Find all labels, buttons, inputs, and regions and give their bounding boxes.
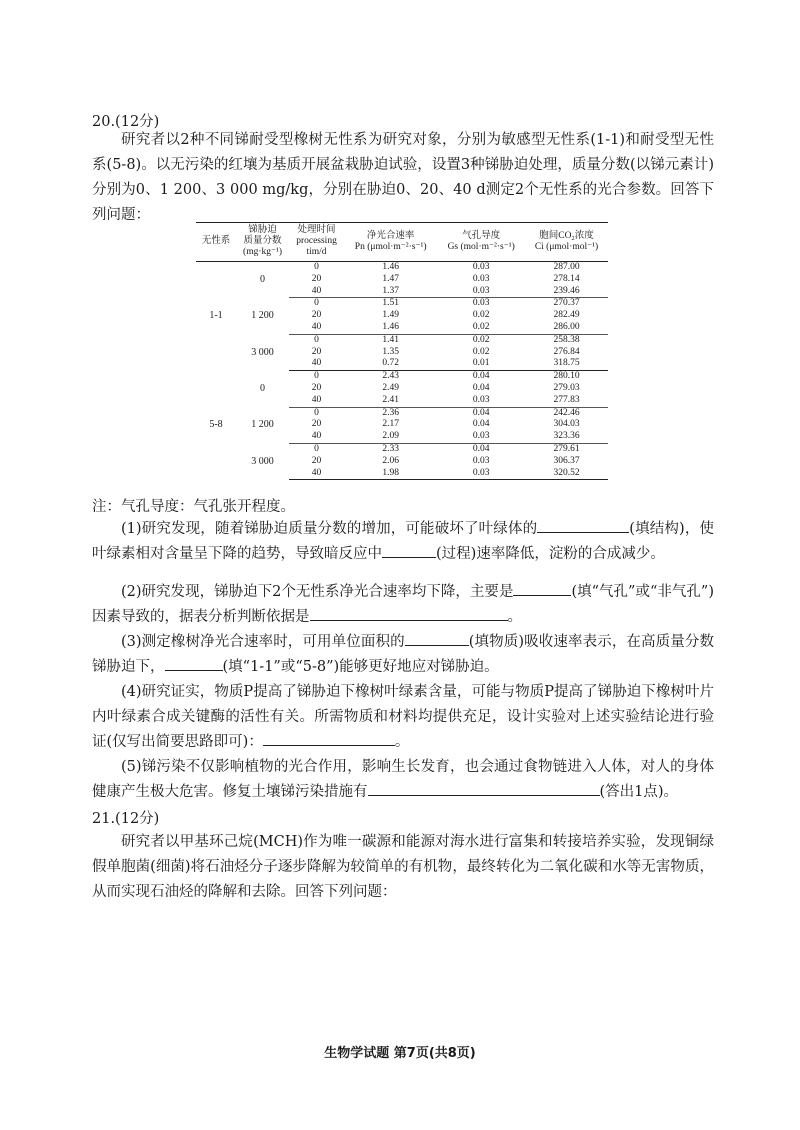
cell-time: 0 [314, 262, 319, 272]
cell-ci: 278.14 [553, 273, 580, 284]
cell-concentration: 0 [260, 274, 266, 286]
cell-gs: 0.03 [437, 395, 525, 407]
header-clone: 无性系 [196, 223, 236, 262]
answer-blank-2a[interactable] [513, 581, 571, 596]
page-footer: 生物学试题 第7页(共8页) [324, 1046, 476, 1061]
cell-pn: 1.46 [382, 262, 399, 272]
header-ci: 胞间CO₂浓度 Ci (μmol·mol⁻¹) [525, 223, 608, 262]
header-pn: 净光合速率 Pn (μmol·m⁻²·s⁻¹) [344, 223, 437, 262]
cell-time: 20 [311, 273, 322, 284]
cell-ci: 242.46 [553, 407, 580, 418]
cell-pn: 2.17 [382, 419, 399, 430]
question-21-intro: 研究者以甲基环己烷(MCH)作为唯一碳源和能源对海水进行富集和转接培养实验，发现铜绿假单胞菌(细菌)将石油烃分子逐步降解为较简单的有机物，最终转化为二氧化碳和水等无害物质，从而实现石油烃的降解和去除。回答下列问题： [92, 834, 714, 900]
table-row [196, 371, 608, 383]
table-body [196, 262, 608, 480]
cell-time: 20 [311, 455, 322, 466]
cell-ci: 286.00 [525, 322, 608, 334]
cell-concentration: 0 [260, 382, 266, 394]
answer-blank-5[interactable] [368, 781, 600, 796]
table-row [196, 443, 608, 455]
cell-time: 0 [314, 371, 319, 382]
cell-gs: 0.03 [437, 431, 525, 443]
question-20-intro: 研究者以2种不同锑耐受型橡树无性系为研究对象，分别为敏感型无性系(1-1)和耐受型无性系(5-8)。以无污染的红壤为基质开展盆栽胁迫试验，设置3种锑胁迫处理，质量分数(以锑元素计)分别为0、1 200、3 000 mg/kg，分别在胁迫0、20、40 d测定2个无性系的光合参数。回答下列问题： [92, 132, 714, 223]
cell-gs: 0.02 [437, 322, 525, 334]
cell-time: 0 [314, 334, 319, 345]
table-row [196, 334, 608, 346]
answer-blank-3a[interactable] [405, 631, 469, 646]
cell-time: 0 [314, 407, 319, 418]
cell-clone: 5-8 [209, 419, 223, 431]
cell-time: 20 [311, 419, 322, 430]
cell-clone: 1-1 [209, 310, 223, 322]
cell-gs: 0.03 [437, 468, 525, 480]
cell-ci: 304.03 [553, 419, 580, 430]
cell-pn: 0.72 [344, 358, 437, 370]
cell-gs: 0.03 [472, 298, 490, 309]
cell-ci: 277.83 [525, 395, 608, 407]
answer-blank-1b[interactable] [382, 543, 436, 558]
cell-ci: 258.38 [553, 334, 580, 345]
sub-question-2: (2)研究发现，锑胁迫下2个无性系净光合速率均下降，主要是 (填“气孔”或“非气孔”)因素导致的，据表分析判断依据是 。 [92, 580, 714, 630]
cell-ci: 318.75 [525, 358, 608, 370]
cell-time: 40 [289, 322, 344, 334]
cell-time: 20 [311, 346, 322, 357]
table-note: 注：气孔导度：气孔张开程度。 [92, 499, 295, 515]
header-gs: 气孔导度 Gs (mol·m⁻²·s⁻¹) [437, 223, 525, 262]
cell-ci: 320.52 [525, 468, 608, 480]
cell-ci: 279.61 [553, 443, 580, 454]
cell-pn: 1.98 [344, 468, 437, 480]
cell-pn: 2.43 [382, 371, 399, 382]
sub-question-5: (5)锑污染不仅影响植物的光合作用，影响生长发育，也会通过食物链进入人体，对人的身体健康产生极大危害。修复土壤锑污染措施有 (答出1点)。 [92, 759, 714, 800]
sub-question-3: (3)测定橡树净光合速率时，可用单位面积的 (填物质)吸收速率表示，在高质量分数锑胁迫下， (填“1-1”或“5-8”)能够更好地应对锑胁迫。 [92, 630, 714, 680]
cell-pn: 1.46 [344, 322, 437, 334]
sub-question-1: (1)研究发现，随着锑胁迫质量分数的增加，可能破坏了叶绿体的 (填结构)，使叶绿素相对含量呈下降的趋势，导致暗反应中 (过程)速率降低，淀粉的合成减少。 [92, 517, 714, 567]
cell-time: 40 [289, 358, 344, 370]
cell-gs: 0.02 [472, 346, 490, 357]
cell-pn: 2.49 [382, 382, 399, 393]
cell-ci: 280.10 [553, 371, 580, 382]
cell-pn: 2.41 [344, 395, 437, 407]
question-20-title: 20.(12分) [92, 114, 160, 130]
cell-gs: 0.03 [472, 273, 490, 284]
cell-concentration: 1 200 [251, 419, 274, 431]
answer-blank-2b[interactable] [310, 606, 508, 621]
cell-ci: 287.00 [553, 262, 580, 272]
cell-time: 0 [314, 443, 319, 454]
cell-ci: 239.46 [525, 286, 608, 298]
cell-pn: 2.09 [344, 431, 437, 443]
cell-concentration: 3 000 [251, 455, 274, 467]
cell-gs: 0.03 [437, 286, 525, 298]
cell-pn: 1.51 [382, 298, 399, 309]
cell-gs: 0.02 [472, 334, 490, 345]
answer-blank-1a[interactable] [537, 518, 629, 533]
cell-ci: 276.84 [553, 346, 580, 357]
cell-gs: 0.03 [472, 262, 490, 272]
cell-gs: 0.04 [472, 407, 490, 418]
cell-time: 40 [289, 468, 344, 480]
cell-pn: 2.06 [382, 455, 399, 466]
cell-ci: 282.49 [553, 310, 580, 321]
header-time: 处理时间 processing tim/d [289, 223, 344, 262]
cell-ci: 323.36 [525, 431, 608, 443]
cell-gs: 0.03 [472, 455, 490, 466]
cell-pn: 1.47 [382, 273, 399, 284]
cell-ci: 306.37 [553, 455, 580, 466]
cell-gs: 0.02 [472, 310, 490, 321]
cell-time: 40 [289, 431, 344, 443]
table-header-row [196, 223, 608, 262]
answer-blank-3b[interactable] [165, 656, 223, 671]
cell-ci: 279.03 [553, 382, 580, 393]
cell-time: 20 [311, 382, 322, 393]
cell-pn: 1.41 [382, 334, 399, 345]
answer-blank-4[interactable] [263, 731, 395, 746]
cell-pn: 2.36 [382, 407, 399, 418]
cell-gs: 0.04 [472, 371, 490, 382]
cell-ci: 270.37 [553, 298, 580, 309]
question-21-title: 21.(12分) [92, 811, 160, 827]
cell-time: 40 [289, 286, 344, 298]
cell-pn: 1.37 [344, 286, 437, 298]
table-row [196, 298, 608, 310]
cell-gs: 0.04 [472, 382, 490, 393]
cell-gs: 0.04 [472, 443, 490, 454]
cell-concentration: 1 200 [251, 310, 274, 322]
table-row [196, 262, 608, 274]
cell-pn: 1.49 [382, 310, 399, 321]
cell-gs: 0.04 [472, 419, 490, 430]
cell-pn: 1.35 [382, 346, 399, 357]
header-concentration: 锑胁迫 质量分数 (mg·kg⁻¹) [236, 223, 289, 262]
cell-gs: 0.01 [437, 358, 525, 370]
sub-question-4: (4)研究证实，物质P提高了锑胁迫下橡树叶绿素含量，可能与物质P提高了锑胁迫下橡树叶片内叶绿素合成关键酶的活性有关。所需物质和材料均提供充足，设计实验对上述实验结论进行验证(仅写出简要思路即可)： 。 [92, 684, 714, 750]
cell-time: 40 [289, 395, 344, 407]
cell-time: 20 [311, 310, 322, 321]
cell-time: 0 [314, 298, 319, 309]
table-row [196, 407, 608, 419]
cell-concentration: 3 000 [251, 346, 274, 358]
photosynthesis-data-table [196, 222, 608, 480]
cell-pn: 2.33 [382, 443, 399, 454]
